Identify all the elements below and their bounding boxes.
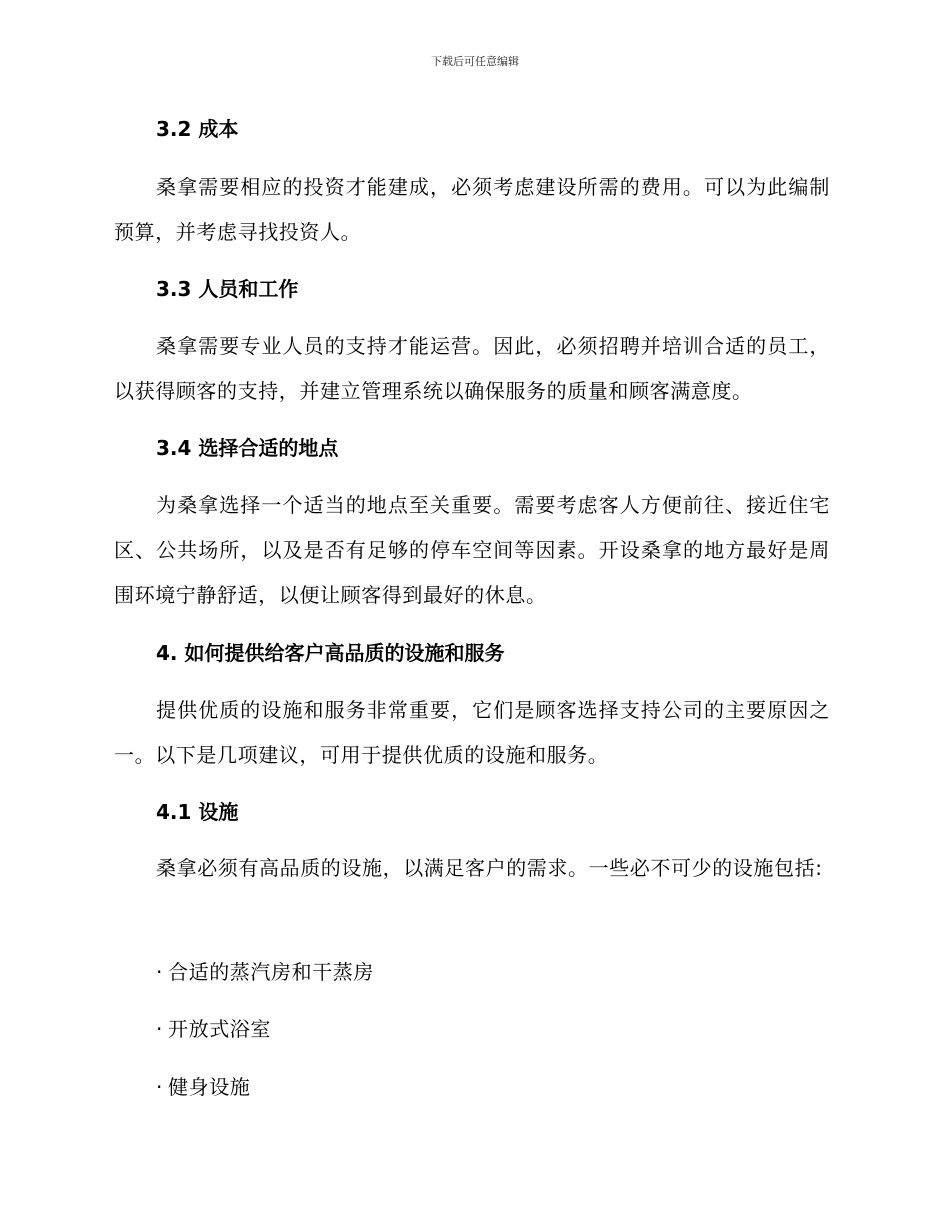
list-item-text: 健身设施 (168, 1075, 251, 1099)
bullet-dot: · (156, 1017, 163, 1041)
bullet-dot: · (156, 960, 163, 984)
section-heading-4: 4. 如何提供给客户高品质的设施和服务 (156, 641, 505, 665)
bullet-dot: · (156, 1075, 163, 1099)
section-heading-3-2: 3.2 成本 (156, 117, 239, 141)
list-item (114, 1073, 830, 1101)
section-heading-4-1: 4.1 设施 (156, 800, 239, 824)
list-item (114, 1015, 830, 1043)
section-paragraph-3-2: 桑拿需要相应的投资才能建成，必须考虑建设所需的费用。可以为此编制预算，并考虑寻找投资人。 (114, 175, 830, 244)
section-heading-3-3: 3.3 人员和工作 (156, 277, 299, 301)
section-paragraph-4-1: 桑拿必须有高品质的设施，以满足客户的需求。一些必不可少的设施包括: (156, 856, 823, 880)
list-item (114, 958, 830, 986)
section-heading-3-4: 3.4 选择合适的地点 (156, 436, 339, 460)
section-paragraph-4: 提供优质的设施和服务非常重要，它们是顾客选择支持公司的主要原因之一。以下是几项建议，可用于提供优质的设施和服务。 (114, 698, 830, 767)
page-header-note: 下载后可任意编辑 (431, 55, 519, 68)
section-paragraph-3-4: 为桑拿选择一个适当的地点至关重要。需要考虑客人方便前往、接近住宅区、公共场所，以及是否有足够的停车空间等因素。开设桑拿的地方最好是周围环境宁静舒适，以便让顾客得到最好的休息。 (114, 493, 830, 607)
list-item-text: 合适的蒸汽房和干蒸房 (168, 960, 374, 984)
list-item-text: 开放式浴室 (168, 1017, 271, 1041)
section-paragraph-3-3: 桑拿需要专业人员的支持才能运营。因此，必须招聘并培训合适的员工，以获得顾客的支持，并建立管理系统以确保服务的质量和顾客满意度。 (114, 334, 830, 403)
